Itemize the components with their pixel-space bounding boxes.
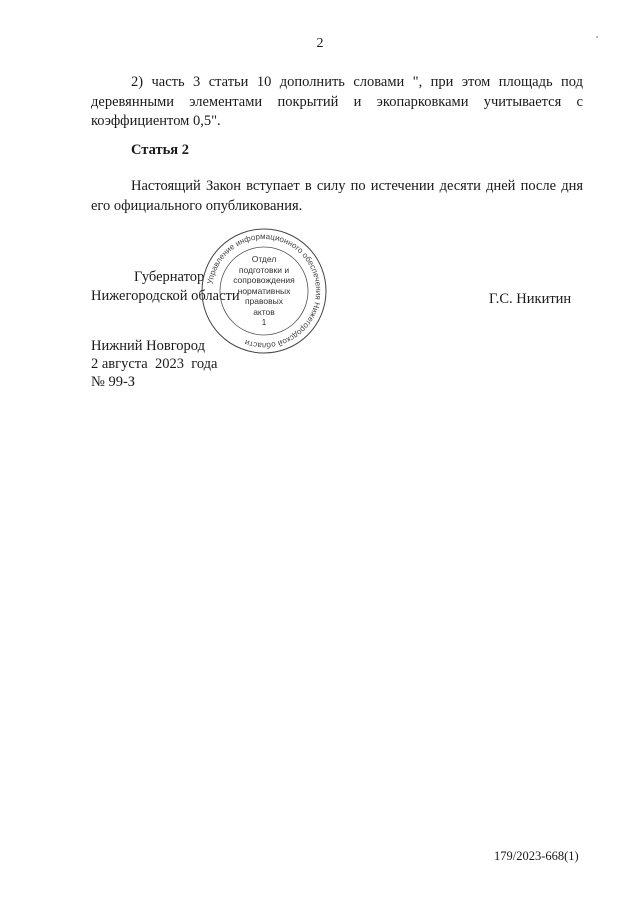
stamp-line: подготовки и bbox=[238, 264, 290, 275]
place-date-block bbox=[91, 337, 217, 391]
signer-region: Нижегородской области bbox=[91, 288, 240, 304]
page-number: 2 bbox=[316, 36, 324, 51]
stamp-line: нормативных bbox=[237, 285, 291, 296]
stamp-line: 1 bbox=[261, 317, 267, 328]
date: 2 августа 2023 года bbox=[91, 356, 218, 372]
document-code: 179/2023-668(1) bbox=[494, 849, 579, 863]
stamp-center-text bbox=[199, 226, 329, 356]
stamp-line: актов bbox=[253, 306, 275, 317]
signer-title: Губернатор bbox=[134, 269, 205, 285]
paragraph-amendment: 2) часть 3 статьи 10 дополнить словами ", при этом площадь под деревянными элементами покрытий и экопарковками учитывается с коэффициентом 0,5". bbox=[91, 74, 583, 129]
stamp-line: правовых bbox=[244, 296, 284, 307]
stamp-line: сопровождения bbox=[233, 275, 295, 286]
signer-name: Г.С. Никитин bbox=[489, 291, 572, 307]
law-number: № 99-З bbox=[91, 374, 136, 390]
article-heading: Статья 2 bbox=[131, 142, 189, 158]
stamp-ring-text: Управление информационного обеспечения Нижегородской области bbox=[205, 231, 324, 351]
paragraph-effective-date: Настоящий Закон вступает в силу по истечении десяти дней после дня его официального опубликования. bbox=[91, 178, 583, 214]
official-stamp bbox=[199, 226, 329, 356]
stamp-line: Отдел bbox=[251, 254, 277, 265]
city: Нижний Новгород bbox=[91, 338, 206, 354]
scan-speck bbox=[596, 36, 598, 38]
